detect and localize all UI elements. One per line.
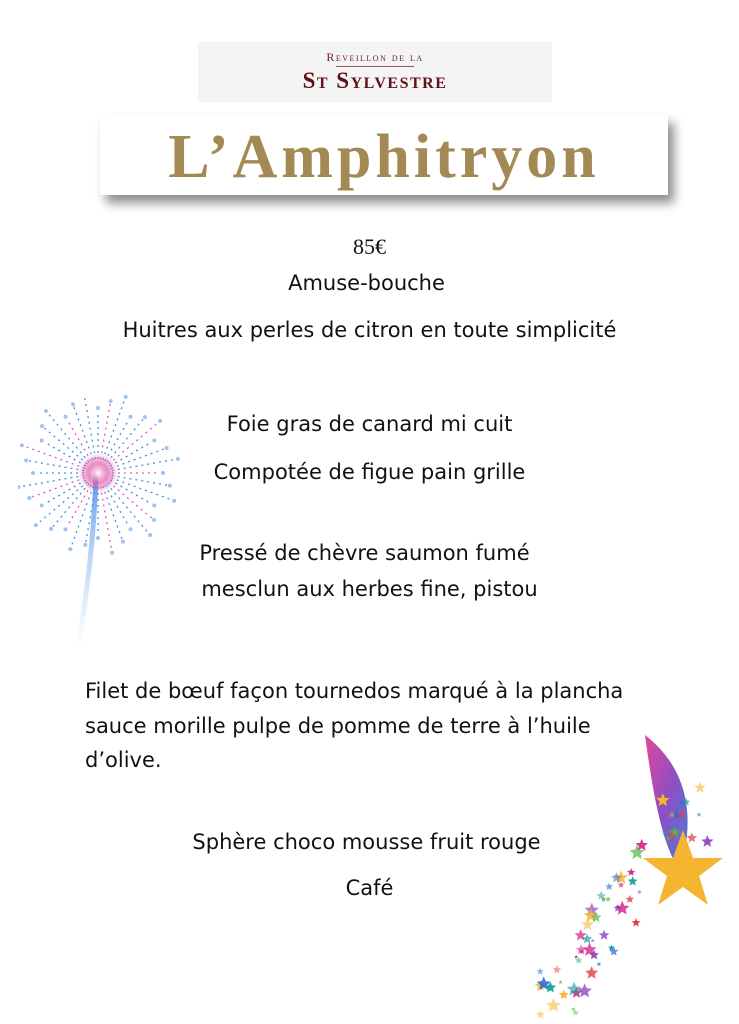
restaurant-name-banner [100, 115, 668, 195]
menu-item-foie-gras: Foie gras de canard mi cuit [226, 412, 513, 436]
menu-item-beef-line2: sauce morille pulpe de pomme de terre à l’huile [85, 714, 591, 738]
restaurant-name: L’Amphitryon [168, 123, 600, 191]
menu-item-amuse-bouche: Amuse-bouche [288, 271, 445, 295]
event-header [198, 42, 552, 102]
menu-price: 85€ [353, 234, 386, 259]
menu-item-oysters: Huitres aux perles de citron en toute simplicité [122, 318, 617, 342]
menu-item-goat-cheese: Pressé de chèvre saumon fumé [199, 541, 530, 565]
shooting-stars-icon [505, 730, 735, 1020]
menu-item-coffee: Café [345, 876, 394, 900]
menu-item-mesclun: mesclun aux herbes fine, pistou [201, 577, 538, 601]
menu-item-beef-line1: Filet de bœuf façon tournedos marqué à la plancha [85, 679, 624, 703]
event-title: St Sylvestre [302, 68, 448, 93]
firework-icon [18, 395, 183, 650]
menu-item-dessert: Sphère choco mousse fruit rouge [192, 830, 541, 854]
event-subtitle: Reveillon de la [326, 50, 424, 64]
header-divider [336, 66, 414, 67]
menu-item-beef-line3: d’olive. [85, 748, 162, 772]
menu-item-fig-compote: Compotée de figue pain grille [213, 460, 526, 484]
